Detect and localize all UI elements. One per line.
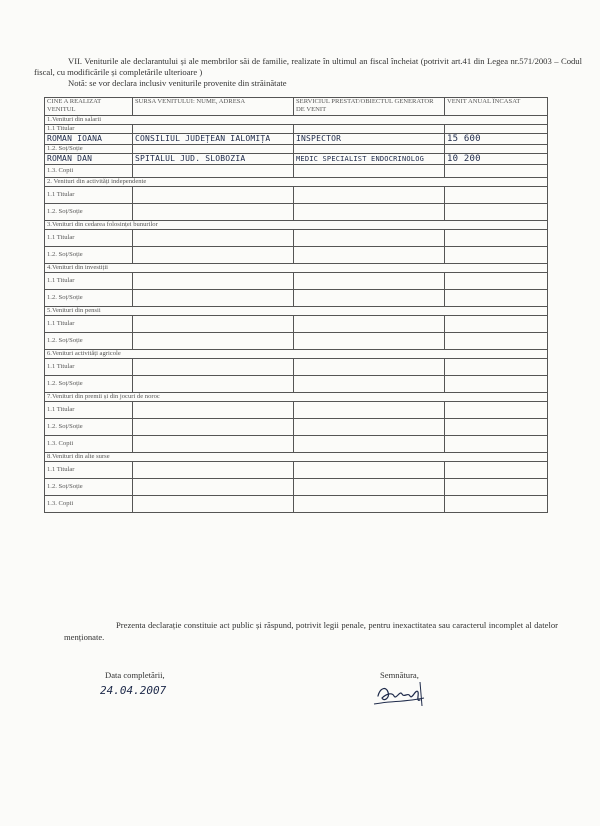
row-label: 1.1 Titular bbox=[45, 316, 133, 333]
table-row bbox=[45, 462, 548, 479]
row-label: 1.2. Soț/Soție bbox=[45, 419, 133, 436]
section-row-investments: 4.Venituri din investiții bbox=[45, 264, 548, 273]
table-row bbox=[45, 165, 548, 178]
row-label: 1.2. Soț/Soție bbox=[45, 333, 133, 350]
row-label: 1.2. Soț/Soție bbox=[45, 290, 133, 307]
section-row-pensions: 5.Venituri din pensii bbox=[45, 307, 548, 316]
col-header-source: SURSA VENITULUI: NUME, ADRESA bbox=[133, 98, 294, 116]
table-row bbox=[45, 359, 548, 376]
row-label: 1.1 Titular bbox=[45, 273, 133, 290]
section-row-agriculture: 6.Venituri activități agricole bbox=[45, 350, 548, 359]
table-row bbox=[45, 125, 548, 134]
table-row bbox=[45, 496, 548, 513]
income-earner-cell: ROMAN IOANA bbox=[45, 134, 133, 145]
section-row-salaries: 1.Venituri din salarii bbox=[45, 116, 548, 125]
section-intro bbox=[34, 56, 582, 89]
income-service-cell: MEDIC SPECIALIST ENDOCRINOLOG bbox=[294, 154, 445, 165]
signature-icon bbox=[372, 678, 432, 710]
income-source-cell: SPITALUL JUD. SLOBOZIA bbox=[133, 154, 294, 165]
income-amount-cell: 10 200 bbox=[445, 154, 548, 165]
row-label: 1.2. Soț/Soție bbox=[45, 145, 133, 154]
row-label: 1.1 Titular bbox=[45, 402, 133, 419]
foreign-income-note: Notă: se vor declara inclusiv veniturile provenite din străinătate bbox=[68, 78, 287, 88]
table-row bbox=[45, 290, 548, 307]
col-header-service: SERVICIUL PRESTAT/OBIECTUL GENERATOR DE VENIT bbox=[294, 98, 445, 116]
date-value: 24.04.2007 bbox=[100, 684, 167, 697]
table-row bbox=[45, 204, 548, 221]
income-amount-cell: 15 600 bbox=[445, 134, 548, 145]
table-header-row bbox=[45, 98, 548, 116]
signature-label: Semnătura, bbox=[380, 670, 419, 680]
table-row bbox=[45, 419, 548, 436]
row-label: 1.3. Copii bbox=[45, 496, 133, 513]
row-label: 1.3. Copii bbox=[45, 436, 133, 453]
income-earner-cell: ROMAN DAN bbox=[45, 154, 133, 165]
section-row-rent: 3.Venituri din cedarea folosinței bunurilor bbox=[45, 221, 548, 230]
closing-statement: Prezenta declarație constituie act public și răspund, potrivit legii penale, pentru inexactitatea sau caracterul incomplet al datelor menționate. bbox=[64, 620, 558, 642]
table-row bbox=[45, 479, 548, 496]
income-table bbox=[44, 97, 548, 513]
row-label: 1.2. Soț/Soție bbox=[45, 479, 133, 496]
row-label: 1.1 Titular bbox=[45, 359, 133, 376]
section-row-independent: 2. Venituri din activități independente bbox=[45, 178, 548, 187]
table-row bbox=[45, 134, 548, 145]
table-row bbox=[45, 436, 548, 453]
row-label: 1.1 Titular bbox=[45, 230, 133, 247]
section-row-other: 8.Venituri din alte surse bbox=[45, 453, 548, 462]
table-row bbox=[45, 154, 548, 165]
row-label: 1.2. Soț/Soție bbox=[45, 204, 133, 221]
table-row bbox=[45, 273, 548, 290]
date-label: Data completării, bbox=[105, 670, 165, 680]
table-row bbox=[45, 376, 548, 393]
row-label: 1.1 Titular bbox=[45, 125, 133, 134]
table-row bbox=[45, 316, 548, 333]
row-label: 1.2. Soț/Soție bbox=[45, 376, 133, 393]
row-label: 1.3. Copii bbox=[45, 165, 133, 178]
table-row bbox=[45, 230, 548, 247]
income-service-cell: INSPECTOR bbox=[294, 134, 445, 145]
row-label: 1.2. Soț/Soție bbox=[45, 247, 133, 264]
section-heading: VII. Veniturile ale declarantului și ale membrilor săi de familie, realizate în ultimul an fiscal încheiat (potrivit art.41 din Legea nr.571/2003 – Codul fiscal, cu modificările și completările ulterioare ) bbox=[34, 56, 582, 77]
table-row bbox=[45, 333, 548, 350]
row-label: 1.1 Titular bbox=[45, 187, 133, 204]
col-header-who: CINE A REALIZAT VENITUL bbox=[45, 98, 133, 116]
col-header-amount: VENIT ANUAL ÎNCASAT bbox=[445, 98, 548, 116]
income-source-cell: CONSILIUL JUDEȚEAN IALOMIȚA bbox=[133, 134, 294, 145]
table-row bbox=[45, 402, 548, 419]
row-label: 1.1 Titular bbox=[45, 462, 133, 479]
table-row bbox=[45, 187, 548, 204]
table-row bbox=[45, 145, 548, 154]
table-row bbox=[45, 247, 548, 264]
section-row-prizes: 7.Venituri din premii și din jocuri de noroc bbox=[45, 393, 548, 402]
